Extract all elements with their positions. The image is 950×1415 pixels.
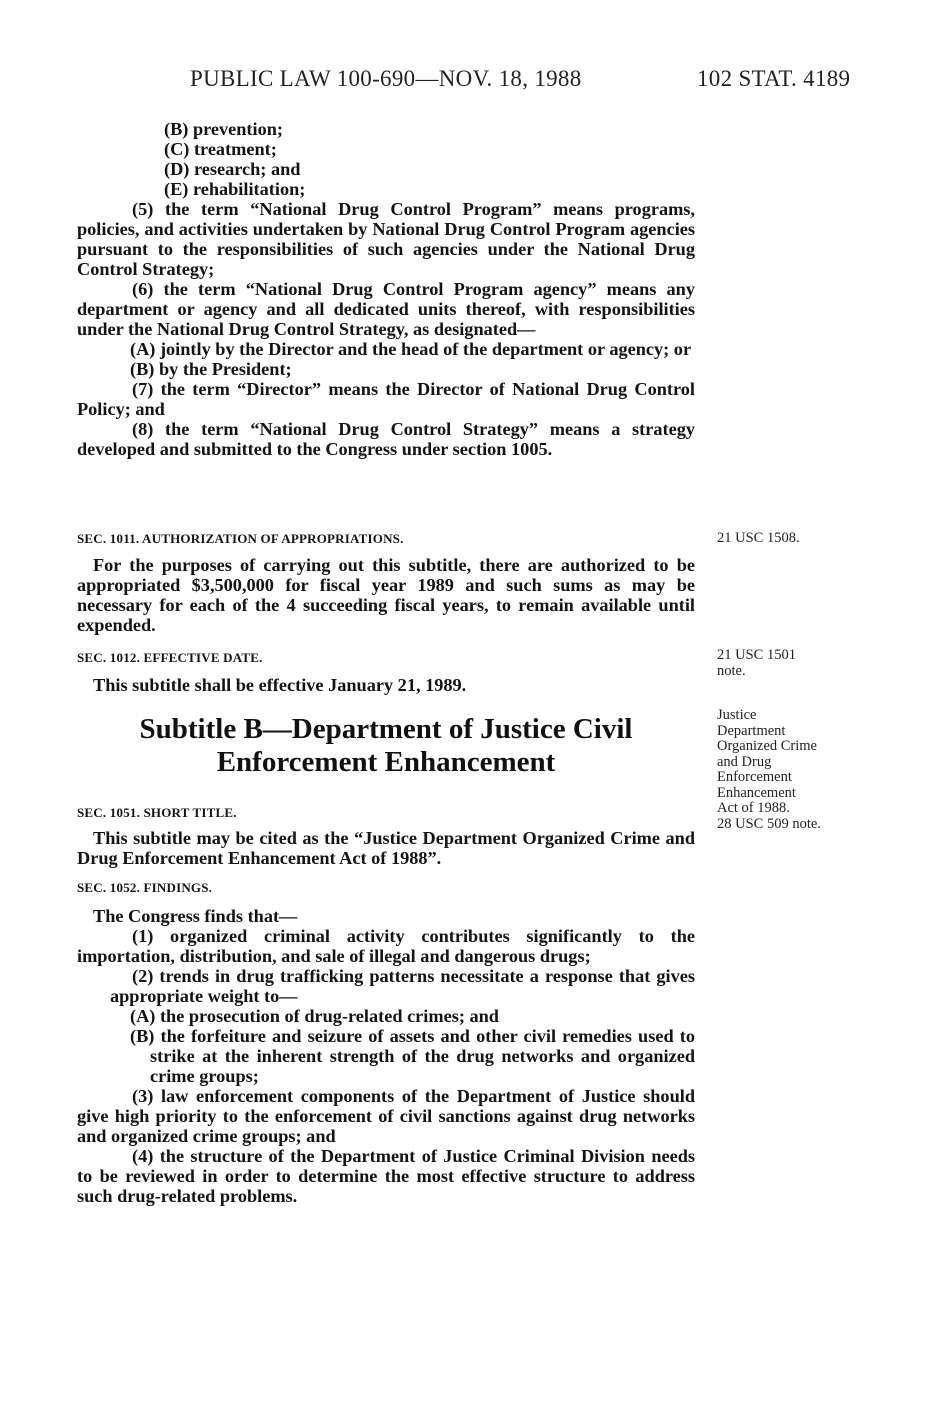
definition-item: (8) the term “National Drug Control Strategy” means a strategy developed and submitted to the Congress under section 1005. bbox=[77, 419, 695, 459]
definition-item: (B) prevention; bbox=[164, 119, 283, 139]
section-heading: SEC. 1011. AUTHORIZATION OF APPROPRIATIONS. bbox=[77, 531, 404, 546]
finding-item: (1) organized criminal activity contributes significantly to the importation, distribution, and sale of illegal and dangerous drugs; bbox=[77, 926, 695, 966]
subtitle-line: Enforcement Enhancement bbox=[216, 746, 556, 778]
definition-item: (6) the term “National Drug Control Program agency” means any department or agency and all dedicated units thereof, with responsibilities under the National Drug Control Strategy, as designated— bbox=[77, 279, 695, 339]
running-header-right: 102 STAT. 4189 bbox=[697, 66, 851, 91]
margin-note-line: Act of 1988. bbox=[717, 800, 790, 816]
definition-item: (A) jointly by the Director and the head of the department or agency; or bbox=[130, 339, 692, 359]
definition-item: (5) the term “National Drug Control Program” means programs, policies, and activities undertaken by National Drug Control Program agencies pursuant to the responsibilities of such agencies under the National Drug Control Strategy; bbox=[77, 199, 695, 279]
definitions-block bbox=[77, 119, 695, 459]
section-heading: SEC. 1012. EFFECTIVE DATE. bbox=[77, 650, 263, 665]
findings-block bbox=[77, 906, 695, 1206]
margin-note-line: Department bbox=[717, 722, 786, 739]
definition-item: (D) research; and bbox=[164, 159, 301, 179]
findings-intro: The Congress finds that— bbox=[93, 906, 298, 926]
margin-note-subtitle bbox=[717, 708, 857, 832]
margin-note-line: and Drug bbox=[717, 753, 772, 770]
finding-item: (A) the prosecution of drug-related crimes; and bbox=[130, 1006, 499, 1026]
section-text: This subtitle shall be effective January 21, 1989. bbox=[93, 675, 467, 695]
section-heading: SEC. 1052. FINDINGS. bbox=[77, 880, 213, 895]
margin-note-line: Enhancement bbox=[717, 784, 796, 801]
margin-note-line: 21 USC 1501 bbox=[717, 647, 796, 663]
definition-item: (B) by the President; bbox=[130, 359, 292, 379]
section-text: This subtitle may be cited as the “Justice Department Organized Crime and Drug Enforcement Enhancement Act of 1988”. bbox=[77, 828, 695, 868]
definition-item: (C) treatment; bbox=[164, 139, 277, 159]
finding-item: (2) trends in drug trafficking patterns necessitate a response that gives appropriate weight to— bbox=[110, 966, 695, 1006]
subtitle-heading bbox=[77, 713, 695, 779]
subtitle-line: Subtitle B—Department of Justice Civil bbox=[139, 713, 633, 745]
running-header-left: PUBLIC LAW 100-690—NOV. 18, 1988 bbox=[190, 66, 582, 91]
finding-item: (4) the structure of the Department of Justice Criminal Division needs to be reviewed in order to determine the most effective structure to address such drug-related problems. bbox=[77, 1146, 695, 1206]
section-heading: SEC. 1051. SHORT TITLE. bbox=[77, 805, 237, 820]
margin-note: 21 USC 1508. bbox=[717, 530, 800, 546]
finding-item: (3) law enforcement components of the Department of Justice should give high priority to the enforcement of civil sanctions against drug networks and organized crime groups; and bbox=[77, 1086, 695, 1146]
definition-item: (7) the term “Director” means the Director of National Drug Control Policy; and bbox=[77, 379, 695, 419]
section-text: For the purposes of carrying out this subtitle, there are authorized to be appropriated $3,500,000 for fiscal year 1989 and such sums as may be necessary for each of the 4 succeeding fiscal years, to remain available until expended. bbox=[77, 555, 695, 635]
margin-note-line: Justice bbox=[717, 707, 757, 723]
margin-note-line: Enforcement bbox=[717, 769, 792, 785]
definition-item: (E) rehabilitation; bbox=[164, 179, 306, 199]
finding-item: (B) the forfeiture and seizure of assets and other civil remedies used to strike at the inherent strength of the drug networks and organized crime groups; bbox=[130, 1026, 695, 1086]
margin-note-line: Organized Crime bbox=[717, 738, 817, 754]
margin-note-line: note. bbox=[717, 662, 746, 679]
margin-note bbox=[717, 648, 857, 679]
margin-note-line: 28 USC 509 note. bbox=[717, 815, 821, 832]
